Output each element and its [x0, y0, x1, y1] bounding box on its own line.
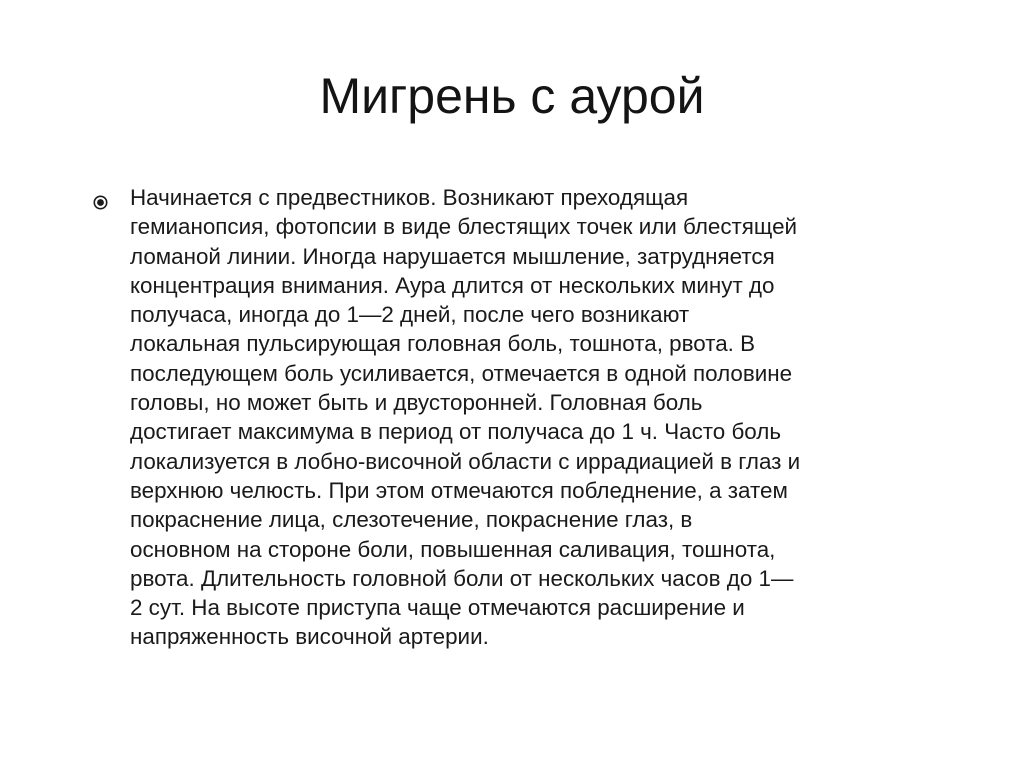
bullet-text: Начинается с предвестников. Возникают преходящая гемианопсия, фотопсии в виде блестящих точек или блестящей ломаной линии. Иногда нарушается мышление, затрудняется концентрация внимания. Аура длится от нескольких минут до получаса, иногда до 1—2 дней, после чего возникают локальная пульсирующая головная боль, тошнота, рвота. В последующем боль усиливается, отмечается в одной половине головы, но может быть и двусторонней. Головная боль достигает максимума в период от получаса до 1 ч. Часто боль локализуется в лобно-височной области с иррадиацией в глаз и верхнюю челюсть. При этом отмечаются побледнение, а затем покраснение лица, слезотечение, покраснение глаз, в основном на стороне боли, повышенная саливация, тошнота, рвота. Длительность головной боли от нескольких часов до 1— 2 сут. На высоте приступа чаще отмечаются расширение и напряженность височной артерии.	[130, 185, 801, 650]
radio-bullet-icon	[93, 195, 108, 210]
slide-title: Мигрень с аурой	[319, 68, 705, 124]
